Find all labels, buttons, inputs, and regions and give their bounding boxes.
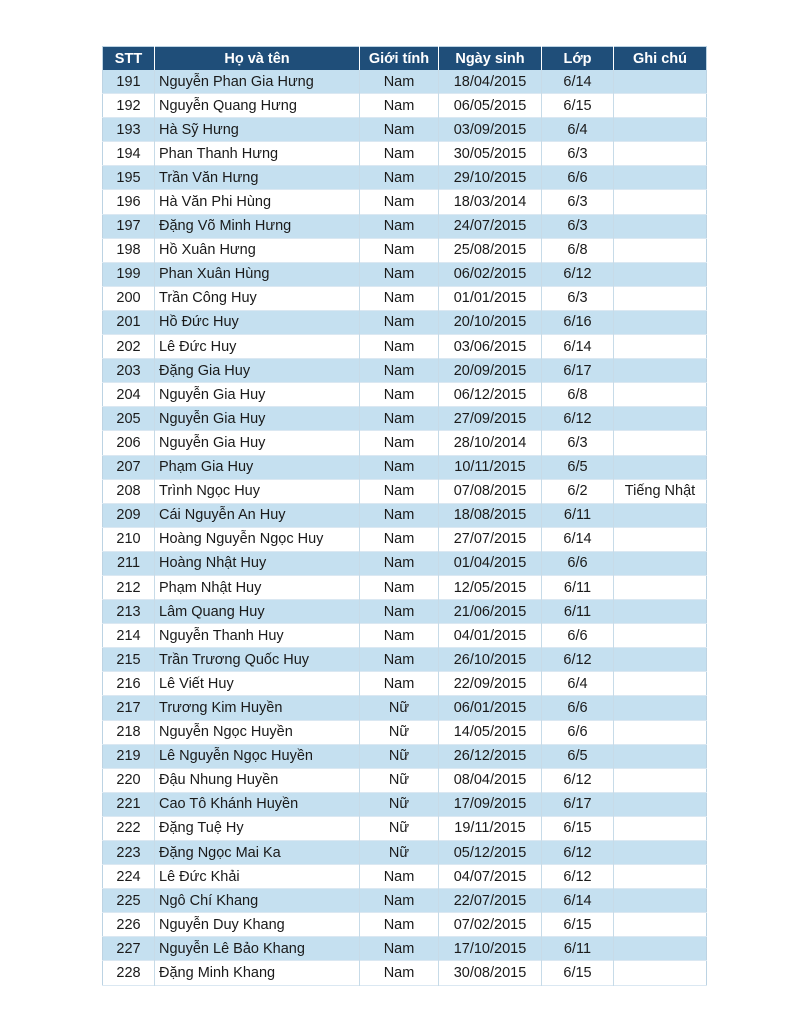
cell-note [614, 961, 707, 985]
cell-class: 6/15 [542, 816, 614, 840]
cell-gender: Nam [360, 142, 439, 166]
cell-note [614, 503, 707, 527]
cell-stt: 228 [103, 961, 155, 985]
cell-full-name: Đặng Gia Huy [155, 359, 360, 383]
table-row [103, 431, 707, 455]
cell-gender: Nam [360, 503, 439, 527]
cell-note [614, 431, 707, 455]
cell-stt: 217 [103, 696, 155, 720]
table-row [103, 70, 707, 94]
cell-class: 6/17 [542, 792, 614, 816]
student-table [102, 46, 707, 986]
table-row [103, 889, 707, 913]
cell-birth-date: 21/06/2015 [439, 600, 542, 624]
table-row [103, 214, 707, 238]
table-row [103, 575, 707, 599]
cell-full-name: Cái Nguyễn An Huy [155, 503, 360, 527]
cell-gender: Nam [360, 118, 439, 142]
table-row [103, 768, 707, 792]
table-row [103, 407, 707, 431]
cell-stt: 218 [103, 720, 155, 744]
cell-full-name: Nguyễn Gia Huy [155, 383, 360, 407]
cell-note [614, 142, 707, 166]
cell-gender: Nam [360, 383, 439, 407]
cell-stt: 221 [103, 792, 155, 816]
cell-gender: Nam [360, 575, 439, 599]
cell-note [614, 672, 707, 696]
table-row [103, 262, 707, 286]
cell-full-name: Nguyễn Lê Bảo Khang [155, 937, 360, 961]
cell-note [614, 310, 707, 334]
cell-note: Tiếng Nhật [614, 479, 707, 503]
cell-class: 6/2 [542, 479, 614, 503]
cell-stt: 204 [103, 383, 155, 407]
cell-class: 6/14 [542, 889, 614, 913]
table-row [103, 310, 707, 334]
cell-full-name: Nguyễn Gia Huy [155, 431, 360, 455]
cell-gender: Nam [360, 335, 439, 359]
cell-full-name: Phan Xuân Hùng [155, 262, 360, 286]
cell-stt: 195 [103, 166, 155, 190]
cell-class: 6/3 [542, 286, 614, 310]
cell-full-name: Phạm Nhật Huy [155, 575, 360, 599]
table-row [103, 551, 707, 575]
cell-stt: 212 [103, 575, 155, 599]
cell-note [614, 94, 707, 118]
cell-note [614, 262, 707, 286]
cell-note [614, 527, 707, 551]
cell-class: 6/3 [542, 214, 614, 238]
cell-stt: 193 [103, 118, 155, 142]
cell-stt: 205 [103, 407, 155, 431]
cell-class: 6/11 [542, 600, 614, 624]
cell-full-name: Nguyễn Duy Khang [155, 913, 360, 937]
cell-birth-date: 18/03/2014 [439, 190, 542, 214]
cell-full-name: Lê Đức Khải [155, 865, 360, 889]
cell-note [614, 575, 707, 599]
cell-gender: Nam [360, 865, 439, 889]
header-stt: STT [103, 47, 155, 71]
cell-birth-date: 06/02/2015 [439, 262, 542, 286]
table-row [103, 383, 707, 407]
table-row [103, 720, 707, 744]
cell-note [614, 70, 707, 94]
cell-gender: Nam [360, 190, 439, 214]
cell-stt: 214 [103, 624, 155, 648]
cell-birth-date: 07/08/2015 [439, 479, 542, 503]
cell-birth-date: 19/11/2015 [439, 816, 542, 840]
cell-class: 6/5 [542, 455, 614, 479]
cell-stt: 220 [103, 768, 155, 792]
table-row [103, 672, 707, 696]
table-row [103, 961, 707, 985]
cell-full-name: Ngô Chí Khang [155, 889, 360, 913]
table-row [103, 118, 707, 142]
cell-gender: Nam [360, 648, 439, 672]
cell-full-name: Hoàng Nhật Huy [155, 551, 360, 575]
table-row [103, 335, 707, 359]
cell-gender: Nam [360, 961, 439, 985]
cell-gender: Nam [360, 600, 439, 624]
cell-stt: 196 [103, 190, 155, 214]
table-row [103, 94, 707, 118]
cell-gender: Nữ [360, 816, 439, 840]
header-gender: Giới tính [360, 47, 439, 71]
cell-full-name: Đặng Tuệ Hy [155, 816, 360, 840]
cell-stt: 213 [103, 600, 155, 624]
cell-note [614, 744, 707, 768]
cell-note [614, 190, 707, 214]
cell-note [614, 359, 707, 383]
cell-birth-date: 30/08/2015 [439, 961, 542, 985]
cell-note [614, 624, 707, 648]
cell-class: 6/5 [542, 744, 614, 768]
cell-birth-date: 26/12/2015 [439, 744, 542, 768]
cell-full-name: Hà Văn Phi Hùng [155, 190, 360, 214]
cell-full-name: Đặng Ngọc Mai Ka [155, 841, 360, 865]
table-row [103, 937, 707, 961]
cell-class: 6/6 [542, 696, 614, 720]
cell-gender: Nam [360, 937, 439, 961]
cell-birth-date: 04/01/2015 [439, 624, 542, 648]
cell-class: 6/12 [542, 262, 614, 286]
cell-stt: 199 [103, 262, 155, 286]
cell-stt: 209 [103, 503, 155, 527]
cell-gender: Nam [360, 359, 439, 383]
cell-note [614, 865, 707, 889]
cell-note [614, 768, 707, 792]
cell-full-name: Nguyễn Quang Hưng [155, 94, 360, 118]
student-list-sheet [102, 46, 706, 986]
cell-gender: Nữ [360, 696, 439, 720]
table-row [103, 696, 707, 720]
cell-stt: 219 [103, 744, 155, 768]
cell-birth-date: 12/05/2015 [439, 575, 542, 599]
cell-stt: 216 [103, 672, 155, 696]
cell-stt: 207 [103, 455, 155, 479]
cell-gender: Nam [360, 238, 439, 262]
cell-class: 6/12 [542, 648, 614, 672]
cell-note [614, 214, 707, 238]
cell-birth-date: 03/06/2015 [439, 335, 542, 359]
cell-class: 6/14 [542, 335, 614, 359]
cell-gender: Nữ [360, 792, 439, 816]
cell-stt: 211 [103, 551, 155, 575]
cell-class: 6/4 [542, 672, 614, 696]
cell-class: 6/6 [542, 166, 614, 190]
table-row [103, 527, 707, 551]
cell-full-name: Trình Ngọc Huy [155, 479, 360, 503]
cell-stt: 222 [103, 816, 155, 840]
cell-note [614, 600, 707, 624]
cell-note [614, 383, 707, 407]
cell-gender: Nam [360, 286, 439, 310]
table-row [103, 238, 707, 262]
cell-birth-date: 27/09/2015 [439, 407, 542, 431]
cell-class: 6/12 [542, 841, 614, 865]
cell-gender: Nữ [360, 744, 439, 768]
cell-birth-date: 06/12/2015 [439, 383, 542, 407]
cell-full-name: Đặng Võ Minh Hưng [155, 214, 360, 238]
cell-class: 6/6 [542, 720, 614, 744]
cell-full-name: Lê Viết Huy [155, 672, 360, 696]
cell-gender: Nữ [360, 720, 439, 744]
cell-note [614, 648, 707, 672]
header-row [103, 47, 707, 71]
cell-class: 6/3 [542, 142, 614, 166]
cell-stt: 191 [103, 70, 155, 94]
cell-gender: Nữ [360, 768, 439, 792]
cell-stt: 202 [103, 335, 155, 359]
cell-stt: 227 [103, 937, 155, 961]
cell-gender: Nam [360, 166, 439, 190]
cell-class: 6/3 [542, 190, 614, 214]
cell-full-name: Trần Văn Hưng [155, 166, 360, 190]
cell-class: 6/8 [542, 383, 614, 407]
cell-birth-date: 07/02/2015 [439, 913, 542, 937]
table-row [103, 142, 707, 166]
cell-note [614, 792, 707, 816]
table-row [103, 479, 707, 503]
cell-full-name: Nguyễn Gia Huy [155, 407, 360, 431]
cell-full-name: Lê Nguyễn Ngọc Huyền [155, 744, 360, 768]
cell-birth-date: 18/08/2015 [439, 503, 542, 527]
cell-birth-date: 18/04/2015 [439, 70, 542, 94]
cell-full-name: Đậu Nhung Huyền [155, 768, 360, 792]
cell-class: 6/11 [542, 503, 614, 527]
cell-gender: Nam [360, 889, 439, 913]
cell-note [614, 913, 707, 937]
table-row [103, 913, 707, 937]
table-row [103, 600, 707, 624]
cell-birth-date: 20/10/2015 [439, 310, 542, 334]
cell-gender: Nam [360, 551, 439, 575]
cell-birth-date: 06/05/2015 [439, 94, 542, 118]
cell-birth-date: 01/04/2015 [439, 551, 542, 575]
cell-stt: 224 [103, 865, 155, 889]
table-row [103, 624, 707, 648]
cell-full-name: Hà Sỹ Hưng [155, 118, 360, 142]
cell-gender: Nam [360, 527, 439, 551]
cell-stt: 215 [103, 648, 155, 672]
cell-class: 6/12 [542, 865, 614, 889]
cell-class: 6/14 [542, 527, 614, 551]
cell-gender: Nữ [360, 841, 439, 865]
cell-full-name: Trần Trương Quốc Huy [155, 648, 360, 672]
cell-full-name: Phạm Gia Huy [155, 455, 360, 479]
cell-full-name: Trương Kim Huyền [155, 696, 360, 720]
cell-gender: Nam [360, 70, 439, 94]
table-row [103, 792, 707, 816]
cell-note [614, 166, 707, 190]
cell-birth-date: 17/09/2015 [439, 792, 542, 816]
cell-note [614, 696, 707, 720]
cell-class: 6/16 [542, 310, 614, 334]
cell-birth-date: 04/07/2015 [439, 865, 542, 889]
table-row [103, 286, 707, 310]
cell-stt: 201 [103, 310, 155, 334]
cell-note [614, 841, 707, 865]
cell-note [614, 286, 707, 310]
cell-birth-date: 25/08/2015 [439, 238, 542, 262]
cell-stt: 225 [103, 889, 155, 913]
cell-note [614, 238, 707, 262]
cell-stt: 208 [103, 479, 155, 503]
cell-gender: Nam [360, 310, 439, 334]
cell-birth-date: 22/09/2015 [439, 672, 542, 696]
cell-class: 6/11 [542, 937, 614, 961]
table-row [103, 455, 707, 479]
cell-full-name: Hoàng Nguyễn Ngọc Huy [155, 527, 360, 551]
cell-note [614, 118, 707, 142]
cell-birth-date: 01/01/2015 [439, 286, 542, 310]
cell-full-name: Hồ Xuân Hưng [155, 238, 360, 262]
cell-birth-date: 06/01/2015 [439, 696, 542, 720]
cell-full-name: Lê Đức Huy [155, 335, 360, 359]
cell-stt: 223 [103, 841, 155, 865]
cell-note [614, 889, 707, 913]
cell-class: 6/11 [542, 575, 614, 599]
cell-gender: Nam [360, 407, 439, 431]
header-note: Ghi chú [614, 47, 707, 71]
cell-note [614, 455, 707, 479]
cell-note [614, 407, 707, 431]
cell-full-name: Nguyễn Phan Gia Hưng [155, 70, 360, 94]
cell-class: 6/15 [542, 913, 614, 937]
table-row [103, 359, 707, 383]
cell-stt: 200 [103, 286, 155, 310]
cell-stt: 198 [103, 238, 155, 262]
cell-birth-date: 17/10/2015 [439, 937, 542, 961]
cell-birth-date: 05/12/2015 [439, 841, 542, 865]
cell-stt: 226 [103, 913, 155, 937]
header-full-name: Họ và tên [155, 47, 360, 71]
cell-full-name: Cao Tô Khánh Huyền [155, 792, 360, 816]
cell-stt: 197 [103, 214, 155, 238]
cell-birth-date: 30/05/2015 [439, 142, 542, 166]
cell-full-name: Hồ Đức Huy [155, 310, 360, 334]
cell-birth-date: 27/07/2015 [439, 527, 542, 551]
table-row [103, 648, 707, 672]
cell-class: 6/3 [542, 431, 614, 455]
cell-gender: Nam [360, 262, 439, 286]
cell-birth-date: 22/07/2015 [439, 889, 542, 913]
cell-full-name: Đặng Minh Khang [155, 961, 360, 985]
cell-full-name: Lâm Quang Huy [155, 600, 360, 624]
cell-class: 6/8 [542, 238, 614, 262]
cell-class: 6/15 [542, 961, 614, 985]
cell-full-name: Nguyễn Ngọc Huyền [155, 720, 360, 744]
cell-birth-date: 26/10/2015 [439, 648, 542, 672]
cell-stt: 194 [103, 142, 155, 166]
cell-class: 6/4 [542, 118, 614, 142]
cell-full-name: Phan Thanh Hưng [155, 142, 360, 166]
cell-gender: Nam [360, 431, 439, 455]
cell-class: 6/14 [542, 70, 614, 94]
cell-birth-date: 10/11/2015 [439, 455, 542, 479]
cell-class: 6/6 [542, 624, 614, 648]
cell-note [614, 551, 707, 575]
cell-gender: Nam [360, 913, 439, 937]
cell-note [614, 937, 707, 961]
cell-class: 6/17 [542, 359, 614, 383]
cell-stt: 192 [103, 94, 155, 118]
cell-note [614, 335, 707, 359]
cell-birth-date: 29/10/2015 [439, 166, 542, 190]
header-birth-date: Ngày sinh [439, 47, 542, 71]
cell-birth-date: 28/10/2014 [439, 431, 542, 455]
cell-note [614, 720, 707, 744]
cell-gender: Nam [360, 672, 439, 696]
table-row [103, 744, 707, 768]
cell-class: 6/6 [542, 551, 614, 575]
table-row [103, 166, 707, 190]
cell-class: 6/12 [542, 407, 614, 431]
header-class: Lớp [542, 47, 614, 71]
cell-gender: Nam [360, 214, 439, 238]
table-row [103, 503, 707, 527]
cell-stt: 206 [103, 431, 155, 455]
table-row [103, 841, 707, 865]
cell-gender: Nam [360, 455, 439, 479]
cell-birth-date: 20/09/2015 [439, 359, 542, 383]
cell-birth-date: 14/05/2015 [439, 720, 542, 744]
cell-stt: 203 [103, 359, 155, 383]
cell-class: 6/15 [542, 94, 614, 118]
table-row [103, 190, 707, 214]
cell-birth-date: 24/07/2015 [439, 214, 542, 238]
table-row [103, 865, 707, 889]
cell-birth-date: 03/09/2015 [439, 118, 542, 142]
cell-birth-date: 08/04/2015 [439, 768, 542, 792]
cell-full-name: Trần Công Huy [155, 286, 360, 310]
cell-gender: Nam [360, 479, 439, 503]
cell-class: 6/12 [542, 768, 614, 792]
cell-note [614, 816, 707, 840]
cell-stt: 210 [103, 527, 155, 551]
cell-gender: Nam [360, 94, 439, 118]
cell-full-name: Nguyễn Thanh Huy [155, 624, 360, 648]
cell-gender: Nam [360, 624, 439, 648]
table-row [103, 816, 707, 840]
